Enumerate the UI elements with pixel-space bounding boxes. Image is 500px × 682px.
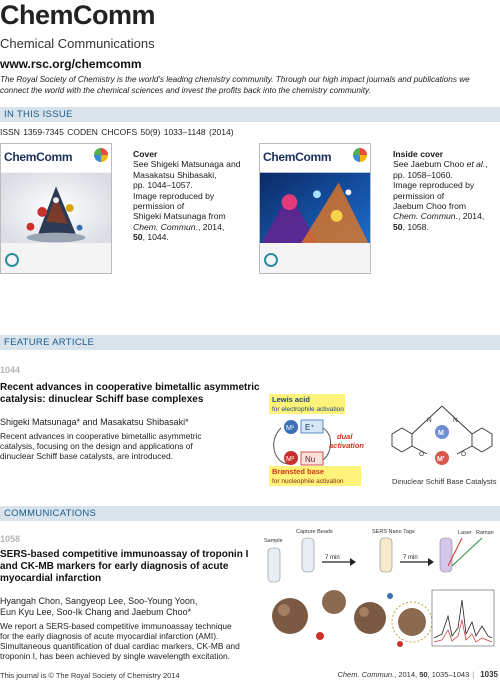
electrophile-label: E⁺ bbox=[305, 423, 315, 432]
inside-cover-logo: ChemComm bbox=[263, 150, 332, 164]
communication-title[interactable]: SERS-based competitive immunoassay of troponin I and CK-MB markers for early diagnosis of acute myocardial infarction bbox=[0, 549, 249, 584]
communication-page-number: 1058 bbox=[0, 534, 21, 544]
cover-artwork bbox=[1, 172, 111, 247]
capture-beads-label: Capture Beads bbox=[296, 529, 333, 535]
footer-citation: Chem. Commun., 2014, 50, 1035–1043 | 1035 bbox=[337, 670, 498, 679]
journal-subtitle: Chemical Communications bbox=[0, 36, 155, 51]
sample-tube-icon bbox=[268, 548, 280, 582]
dual-label: dual bbox=[337, 432, 353, 441]
raman-spectrum-plot bbox=[432, 590, 494, 646]
cover-description: Cover See Shigeki Matsunaga and Masakatsu Shibasaki, pp. 1044–1057. Image reproduced by permission of Shigeki Matsunaga from Chem. Commun., 2014, 50, 1044. bbox=[133, 149, 241, 243]
metal-m-label: M bbox=[438, 430, 444, 437]
journal-title: ChemComm bbox=[0, 0, 156, 30]
schiff-base-caption: Dinuclear Schiff Base Catalysts bbox=[392, 477, 497, 486]
page-number: 1035 bbox=[480, 670, 498, 679]
sample-label: Sample bbox=[264, 538, 283, 544]
feature-abstract: Recent advances in cooperative bimetallic asymmetric catalysis, focusing on the design and applications of dinuclear Schiff base catalysts, are introduced. bbox=[0, 431, 202, 461]
society-blurb: The Royal Society of Chemistry is the world's leading chemistry community. Through our high impact journals and publications we connect the world with the chemical sciences and invest the profits back into the chemistry community. bbox=[0, 75, 470, 95]
rsc-roundel-icon bbox=[94, 148, 108, 162]
incubation-time-1: 7 min bbox=[325, 555, 340, 561]
issn-line: ISSN 1359-7345 CODEN CHCOFS 50(9) 1033–1148 (2014) bbox=[0, 127, 234, 137]
bronsted-base-label: Brønsted base bbox=[272, 467, 325, 476]
mixed-tube-icon bbox=[440, 538, 452, 572]
svg-text:N: N bbox=[453, 417, 458, 424]
cover-logo: ChemComm bbox=[4, 150, 73, 164]
communications-band bbox=[0, 506, 500, 521]
lewis-acid-label: Lewis acid bbox=[272, 395, 310, 404]
in-this-issue-band bbox=[0, 107, 500, 122]
feature-graphical-abstract bbox=[267, 392, 497, 488]
cover-heading: Cover bbox=[133, 149, 158, 159]
rsc-roundel-icon bbox=[353, 148, 367, 162]
laser-label: Laser bbox=[458, 530, 472, 536]
communication-graphical-abstract bbox=[262, 526, 498, 664]
inside-cover-heading: Inside cover bbox=[393, 149, 444, 159]
metal-m-prime-label: M' bbox=[437, 456, 445, 463]
tag-tube-icon bbox=[380, 538, 392, 572]
rsc-badge-icon bbox=[264, 253, 278, 267]
feature-title[interactable]: Recent advances in cooperative bimetallic asymmetric catalysis: dinuclear Schiff base complexes bbox=[0, 382, 260, 405]
feature-article-band bbox=[0, 335, 500, 350]
feature-article-heading: FEATURE ARTICLE bbox=[4, 337, 95, 348]
nucleophile-label: Nu bbox=[305, 455, 316, 464]
in-this-issue-heading: IN THIS ISSUE bbox=[4, 109, 73, 120]
nano-tags-label: SERS Nano Tags bbox=[372, 529, 415, 535]
inside-cover-description: Inside cover See Jaebum Choo et al., pp. 1058–1060. Image reproduced by permission of Jaebum Choo from Chem. Commun., 2014, 50, 1058. bbox=[393, 149, 488, 232]
communication-authors: Hyangah Chon, Sangyeop Lee, Soo-Young Yoon, Eun Kyu Lee, Soo-Ik Chang and Jaebum Choo* bbox=[0, 596, 198, 617]
svg-text:N: N bbox=[427, 417, 432, 424]
activation-label: activation bbox=[329, 441, 365, 450]
inside-cover-artwork bbox=[260, 172, 370, 247]
footer-copyright: This journal is © The Royal Society of Chemistry 2014 bbox=[0, 671, 180, 680]
raman-label: Raman bbox=[476, 530, 494, 536]
metal-m2-label: M² bbox=[286, 456, 295, 463]
inside-cover-image[interactable] bbox=[259, 143, 371, 274]
bead-tube-icon bbox=[302, 538, 314, 572]
cover-image[interactable] bbox=[0, 143, 112, 274]
svg-text:O: O bbox=[461, 451, 467, 458]
svg-text:O: O bbox=[419, 451, 425, 458]
communications-heading: COMMUNICATIONS bbox=[4, 508, 97, 519]
feature-page-number: 1044 bbox=[0, 365, 21, 375]
rsc-badge-icon bbox=[5, 253, 19, 267]
metal-m1-label: M¹ bbox=[286, 425, 295, 432]
feature-authors: Shigeki Matsunaga* and Masakatsu Shibasaki* bbox=[0, 417, 189, 427]
incubation-time-2: 7 min bbox=[403, 555, 418, 561]
bronsted-base-sub: for nucleophile activation bbox=[272, 478, 344, 485]
communication-abstract: We report a SERS-based competitive immunoassay technique for the early diagnosis of acute myocardial infarction (AMI). Simultaneous quantification of dual cardiac markers, CK-MB and troponin I, has been achieved by single wavelength excitation. bbox=[0, 621, 240, 661]
lewis-acid-sub: for electrophile activation bbox=[272, 406, 344, 413]
capture-bead-icon bbox=[272, 598, 308, 634]
journal-url[interactable]: www.rsc.org/chemcomm bbox=[0, 57, 142, 71]
